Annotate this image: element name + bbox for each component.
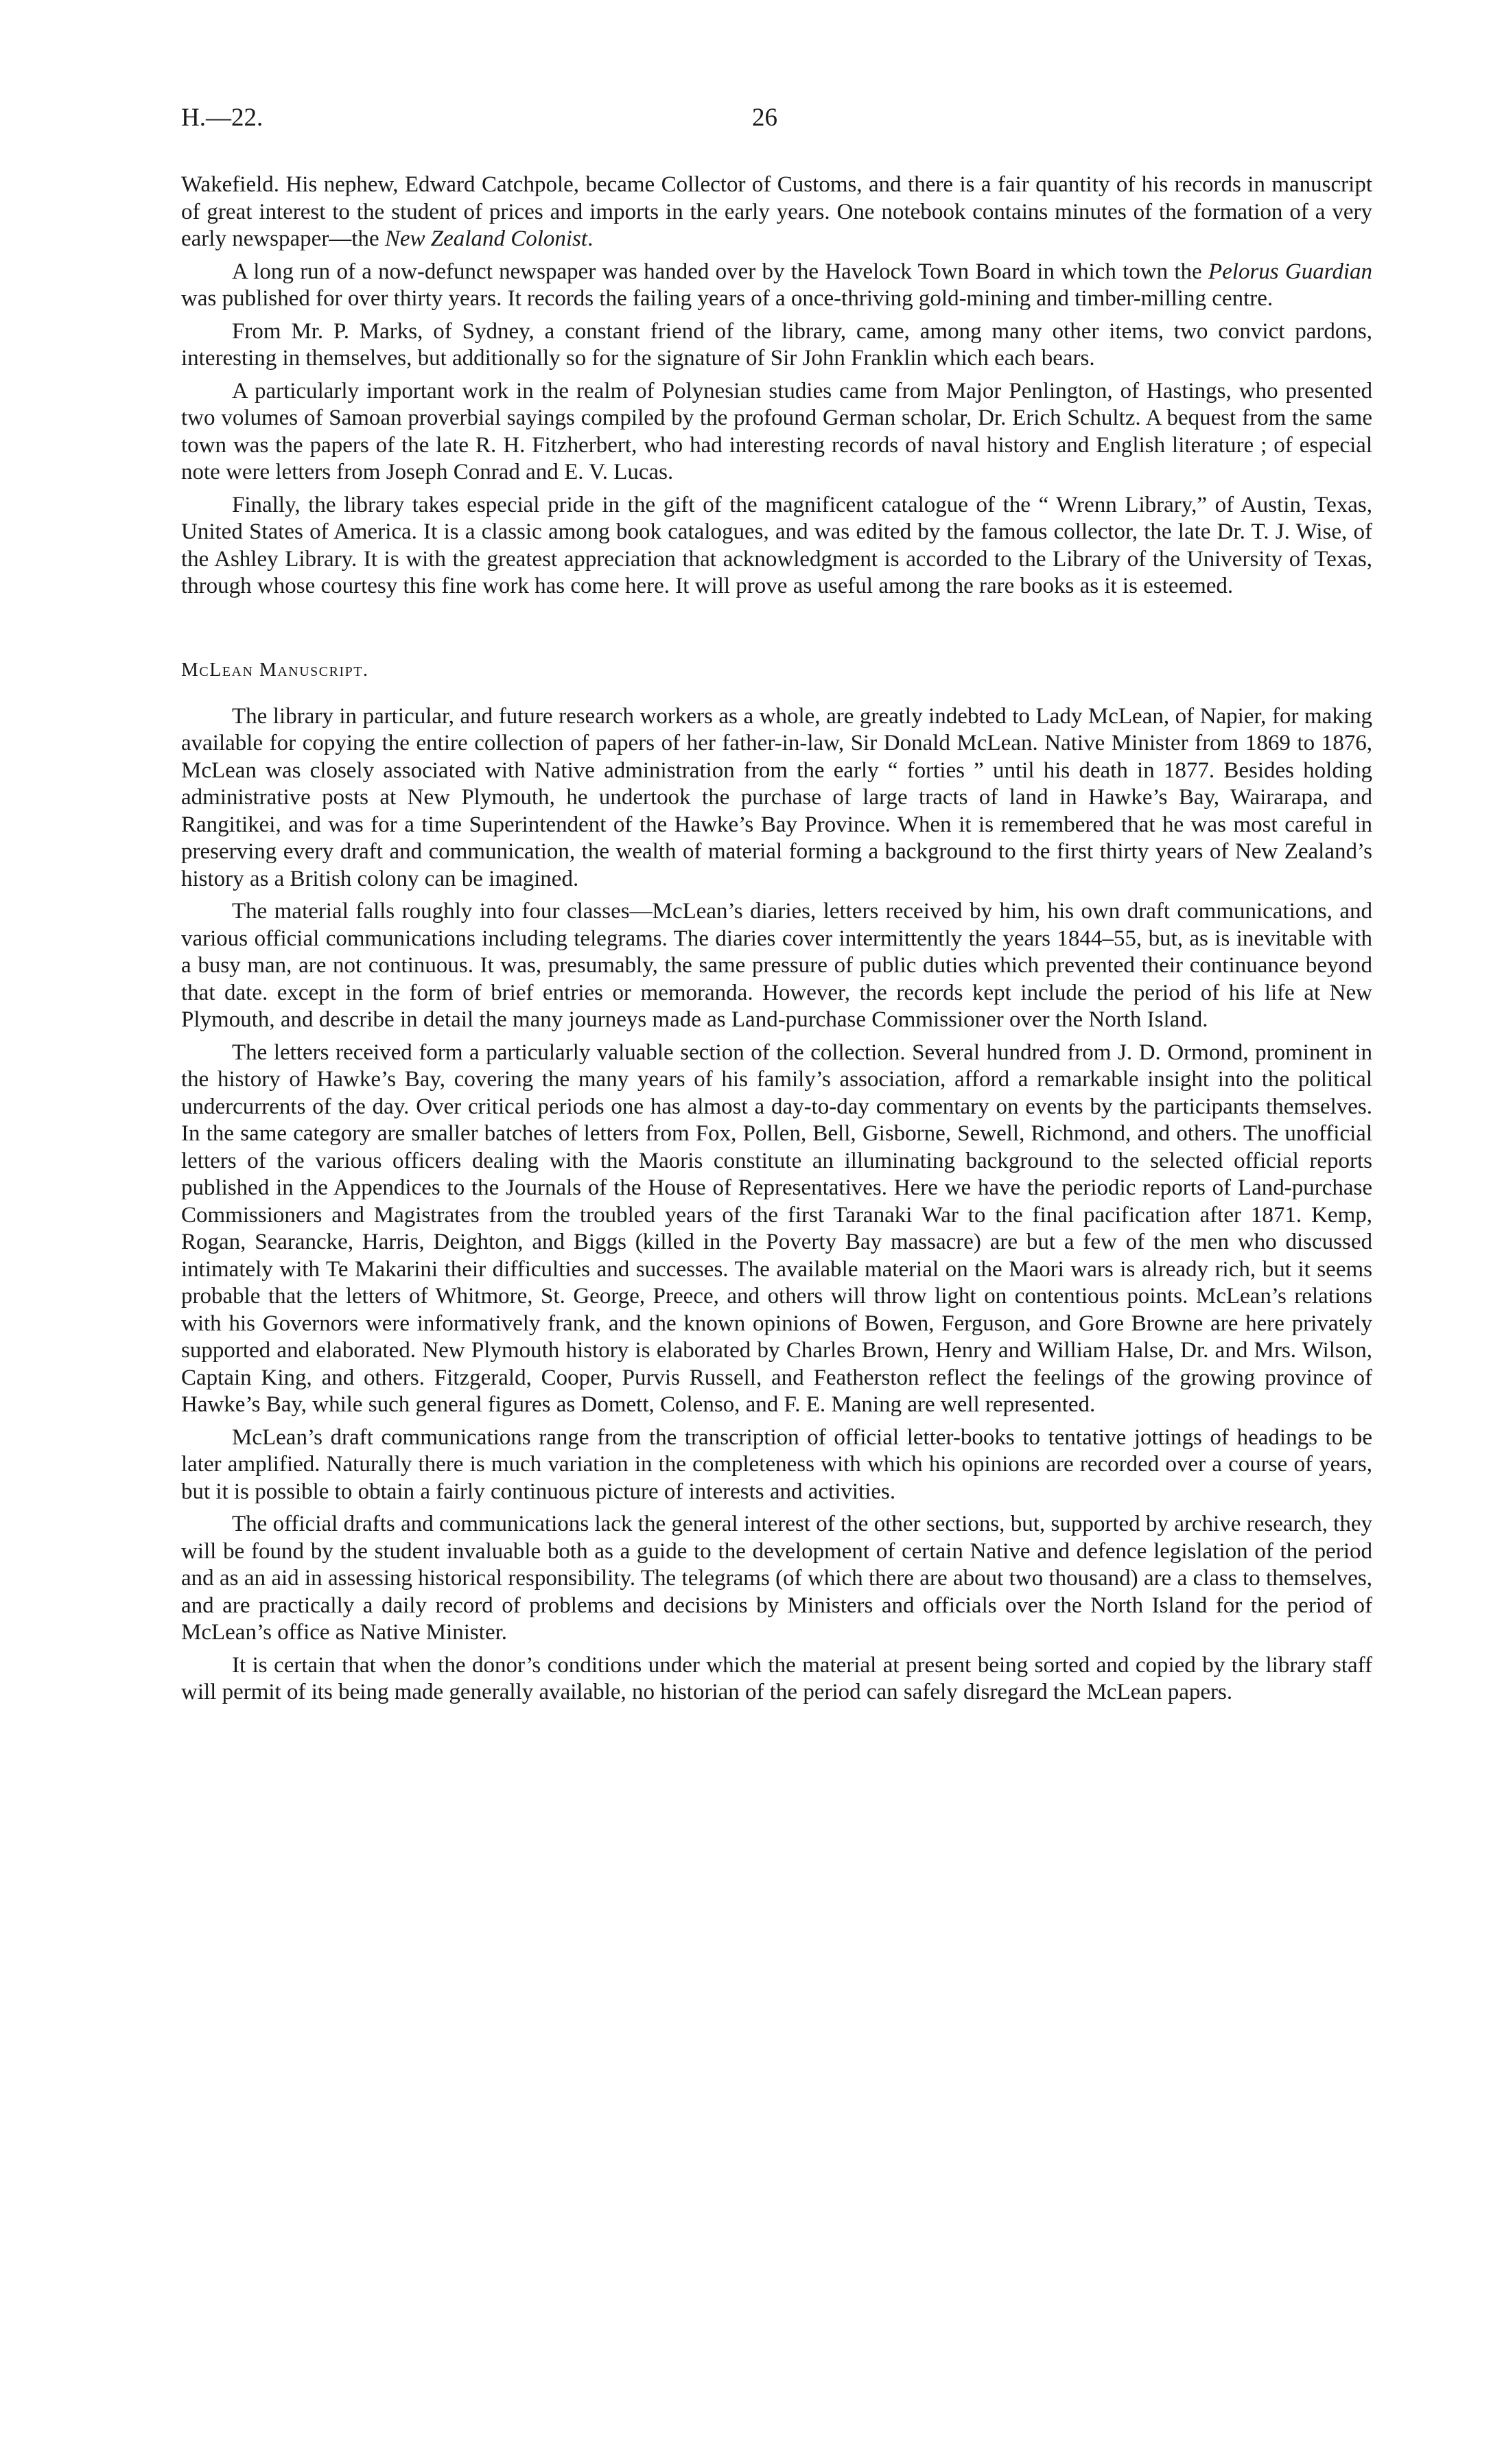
paragraph-mclean-conclusion: It is certain that when the donor’s conditions under which the material at present being sorted and copied by the library staff will permit of its being made generally available, no historian of the period can safely disregard the McLean papers. — [181, 1652, 1372, 1704]
paragraph-mclean-letters: The letters received form a particularly valuable section of the collection. Several hundred from J. D. Ormond, prominent in the history of Hawke’s Bay, covering the many years of his family’s association, afford a remarkable insight into the political undercurrents of the day. Over critical periods one has almost a day-to-day commentary on events by the participants themselves. In the same category are smaller batches of letters from Fox, Pollen, Bell, Gisborne, Sewell, Richmond, and others. The unofficial letters of the various officers dealing with the Maoris constitute an illuminating background to the selected official reports published in the Appendices to the Journals of the House of Representatives. Here we have the periodic reports of Land-purchase Commissioners and Magistrates from the troubled years of the first Taranaki War to the final pacification after 1871. Kemp, Rogan, Searancke, Harris, Deighton, and Biggs (killed in the Poverty Bay massacre) are but a few of the men who discussed intimately with Te Makarini their difficulties and successes. The available material on the Maori wars is already rich, but it seems probable that the letters of Whitmore, St. George, Preece, and others will throw light on contentious points. McLean’s relations with his Governors were informatively frank, and the known opinions of Bowen, Ferguson, and Gore Browne are here privately supported and elaborated. New Plymouth history is elaborated by Charles Brown, Henry and William Halse, Dr. and Mrs. Wilson, Captain King, and others. Fitzgerald, Cooper, Purvis Russell, and Featherston reflect the feelings of the growing province of Hawke’s Bay, while such general figures as Domett, Colenso, and F. E. Maning are well represented. — [181, 1040, 1372, 1417]
paragraph-pelorus-guardian: A long run of a now-defunct newspaper was handed over by the Havelock Town Board in which town the Pelorus Guardian was published for over thirty years. It records the failing years of a once-thriving gold-mining and timber-milling centre. — [181, 259, 1373, 311]
newspaper-title: New Zealand Colonist — [384, 226, 588, 251]
running-header — [181, 103, 1372, 151]
paragraph-wrenn-library: Finally, the library takes especial pride in the gift of the magnificent catalogue of the “ Wrenn Library,” of Austin, Texas, United States of America. It is a classic among book catalogues, and was edited by the famous collector, the late Dr. T. J. Wise, of the Ashley Library. It is with the greatest appreciation that acknowledgment is accorded to the Library of the University of Texas, through whose courtesy this fine work has come here. It will prove as useful among the rare books as it is esteemed. — [181, 492, 1372, 598]
paragraph-mclean-official: The official drafts and communications lack the general interest of the other sections, but, supported by archive research, they will be found by the student invaluable both as a guide to the development of certain Native and defence legislation of the period and as an aid in assessing historical responsibility. The telegrams (of which there are about two thousand) are a class to themselves, and are practically a daily record of problems and decisions by Ministers and officials over the North Island for the period of McLean’s office as Native Minister. — [181, 1512, 1372, 1645]
paragraph-penlington: A particularly important work in the realm of Polynesian studies came from Major Penlington, of Hastings, who presented two volumes of Samoan proverbial sayings compiled by the profound German scholar, Dr. Erich Schultz. A bequest from the same town was the papers of the late R. H. Fitzherbert, who had interesting records of naval history and English literature ; of especial note were letters from Joseph Conrad and E. V. Lucas. — [181, 378, 1372, 484]
section-heading-mclean: McLean Manuscript. — [181, 659, 369, 681]
page-number: 26 — [752, 104, 777, 132]
paragraph-marks: From Mr. P. Marks, of Sydney, a constant friend of the library, came, among many other items, two convict pardons, interesting in themselves, but additionally so for the signature of Sir John Franklin which each bears. — [181, 318, 1372, 371]
document-page — [181, 103, 1372, 1712]
paragraph-mclean-material: The material falls roughly into four classes—McLean’s diaries, letters received by him, his own draft communications, and various official communications including telegrams. The diaries cover intermittently the years 1844–55, but, as is inevitable with a busy man, are not continuous. It was, presumably, the same pressure of public duties which prevented their continuance beyond that date. except in the form of brief entries or memoranda. However, the records kept include the period of his life at New Plymouth, and describe in detail the many journeys made as Land-purchase Commissioner over the North Island. — [181, 899, 1372, 1032]
paragraph-wakefield: Wakefield. His nephew, Edward Catchpole, became Collector of Customs, and there is a fair quantity of his records in manuscript of great interest to the student of prices and imports in the early years. One notebook contains minutes of the formation of a very early newspaper—the New Zealand Colonist. — [181, 172, 1372, 251]
document-reference: H.—22. — [181, 104, 263, 132]
newspaper-title: Pelorus Guardian — [1208, 259, 1373, 284]
paragraph-mclean-drafts: McLean’s draft communications range from the transcription of official letter-books to tentative jottings of headings to be later amplified. Naturally there is much variation in the completeness with which his opinions are recorded over a course of years, but it is possible to obtain a fairly continuous picture of interests and activities. — [181, 1424, 1372, 1504]
paragraph-mclean-intro: The library in particular, and future research workers as a whole, are greatly indebted to Lady McLean, of Napier, for making available for copying the entire collection of papers of her father-in-law, Sir Donald McLean. Native Minister from 1869 to 1876, McLean was closely associated with Native administration from the early “ forties ” until his death in 1877. Besides holding administrative posts at New Plymouth, he undertook the purchase of large tracts of land in Hawke’s Bay, Wairarapa, and Rangitikei, and was for a time Superintendent of the Hawke’s Bay Province. When it is remembered that he was most careful in preserving every draft and communication, the wealth of material forming a background to the first thirty years of New Zealand’s history as a British colony can be imagined. — [181, 703, 1372, 891]
